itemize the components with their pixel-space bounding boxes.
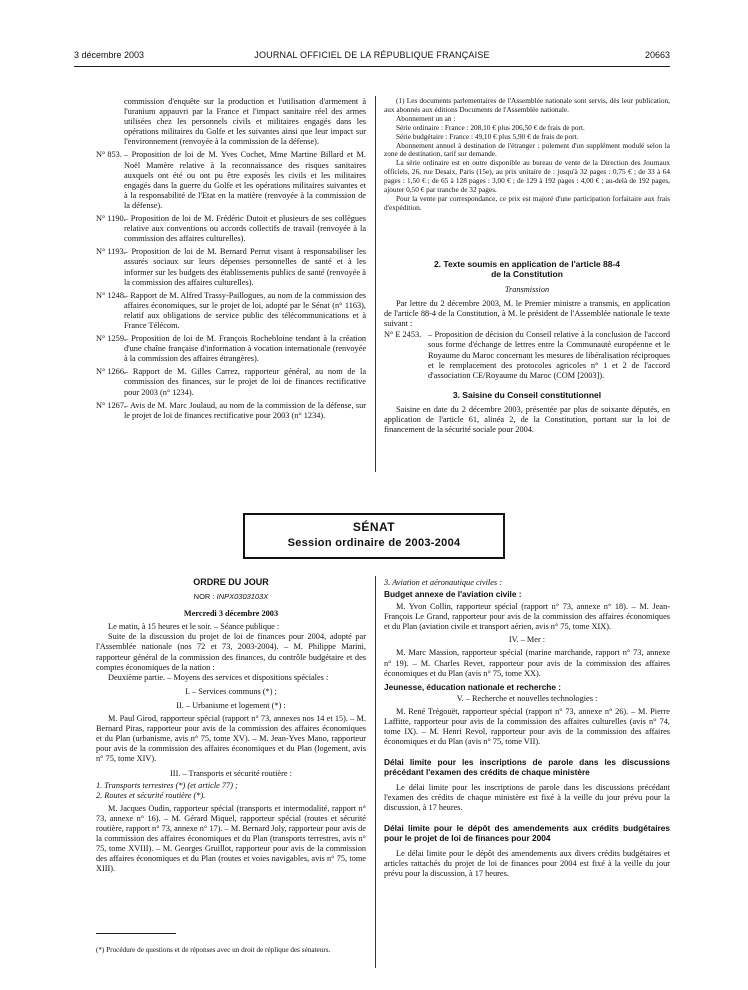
transmission-heading: Transmission: [504, 285, 550, 294]
list-item: [96, 150, 366, 211]
list-item: [96, 367, 366, 397]
column-divider-top: [375, 96, 376, 472]
entry-number: N° 1259.: [96, 334, 127, 344]
column-divider-bottom: [375, 576, 376, 968]
list-item: [96, 247, 366, 287]
entry-text: – Proposition de loi de M. François Rochebloine tendant à la création d'une chaîne française d'information à vocation internationale (renvoyée à la commission des affaires étrangères).: [124, 334, 366, 364]
speaking-deadline-text: Le délai limite pour les inscriptions de parole dans les discussions précédant l'examen des crédits de chaque ministère est fixé à la veille du jour prévu pour la discussion, à 17 heures.: [384, 783, 670, 813]
session-time: Le matin, à 15 heures et le soir. – Séance publique :: [108, 622, 280, 632]
item-iii-1: 1. Transports terrestres (*) (et article 77) ;: [96, 780, 238, 790]
agenda-heading: ORDRE DU JOUR: [193, 577, 269, 587]
section-88-4: [384, 259, 670, 435]
subscription-label: Abonnement un an :: [396, 113, 456, 123]
bottom-right-column: [384, 578, 670, 879]
mer-text: M. Marc Massion, rapporteur spécial (marine marchande, rapport n° 73, annexe n° 19). – M. Charles Revet, rapporteur pour avis de la commission des affaires économiques et du Plan (avis n° 75, tome XX).: [384, 648, 670, 678]
section-heading: 3. Saisine du Conseil constitutionnel: [452, 389, 602, 400]
item-iv: IV. – Mer :: [508, 635, 546, 645]
amendment-deadline-heading: Délai limite pour le dépôt des amendements aux crédits budgétaires pour le projet de loi de finances pour 2004: [384, 822, 670, 843]
budget-annex-heading: Budget annexe de l'aviation civile :: [384, 589, 522, 600]
entry-text: – Proposition de loi de M. Yves Cochet, Mme Martine Billard et M. Noël Mamère relative à la reconnaissance des risques sanitaires auxquels ont été ou ont pu être exposés les civils et les militaires engagés dans la guerre du Golfe et les opérations militaires suivantes et à la responsabilité de l'Etat en la matière (renvoyée à la commission de la défense).: [124, 150, 366, 210]
item-iii: III. – Transports et sécurité routière :: [170, 768, 292, 778]
nor-label: NOR :: [193, 592, 215, 602]
entry-number: N° 1267.: [96, 400, 127, 410]
entry-number: N° 1193.: [96, 247, 126, 257]
research-text: M. René Trégouët, rapporteur spécial (rapport n° 73, annexe n° 26). – M. Pierre Laffitte, rapporteur pour avis de la commission des affaires culturelles (avis n° 74, tome IX). – M. Henri Revol, rapporteur pour avis de la commission des affaires économiques et du Plan (avis n° 75, tome VII).: [384, 706, 670, 747]
sales-office-prices: La série ordinaire est en outre disponible au bureau de vente de la Direction des Journaux officiels, 26, rue Desaix, Paris (15e), au prix unitaire de : jusqu'à 32 pages : 0,75 € ; de 33 à 64 pages : 1,50 € ; de 65 à 128 pages : 3,00 € ; de 129 à 192 pages : 4,00 € ; au-delà de 192 pages, ajouter 0,50 € par tranche de 32 pages.: [384, 158, 670, 195]
footnote: (*) Procédure de questions et de réponses avec un droit de réplique des sénateurs.: [96, 946, 331, 955]
senat-banner: [243, 513, 505, 559]
top-right-column: [384, 97, 670, 213]
header-rule: [74, 66, 670, 67]
section-heading-line2: de la Constitution: [491, 269, 563, 279]
list-item: [96, 291, 366, 331]
entry-number: N° 853.: [96, 150, 122, 160]
entry-text: – Proposition de loi de M. Frédéric Dutoit et plusieurs de ses collègues relative aux conventions ou accords collectifs de travail (renvoyée à la commission des affaires culturelles).: [124, 214, 366, 244]
entry-number: N° 1190.: [96, 214, 126, 224]
list-item: [96, 401, 366, 421]
entry-continuation: commission d'enquête sur la production et l'utilisation d'armement à l'uranium appauvri par la France et l'impact sanitaire réel des armes utilisées chez les personnels civils et militaires engagés dans les opérations militaires du Golfe et les suivantes ainsi que leur impact sur l'environnement (renvoyée à la commission de la défense).: [124, 97, 366, 147]
section-heading: 2. Texte soumis en application de l'article 88-4: [433, 259, 621, 269]
header-date: 3 décembre 2003: [74, 50, 145, 60]
aviation-heading: 3. Aviation et aéronautique civiles :: [384, 578, 502, 587]
foreign-subscription: Abonnement annuel à destination de l'étranger : pulement d'un supplément modulé selon la zone de destination, tarif sur demande.: [384, 140, 670, 159]
running-header: [74, 50, 670, 64]
entry-text: – Avis de M. Marc Joulaud, au nom de la commission de la défense, sur le projet de loi de finances rectificative pour 2003 (n° 1234).: [124, 400, 366, 420]
series-budget-price: Série budgétaire : France : 49,10 € plus 5,90 € de frais de port.: [396, 131, 579, 141]
item-ii: II. – Urbanisme et logement (*) :: [176, 700, 286, 710]
list-item: [96, 214, 366, 244]
item-v: V. – Recherche et nouvelles technologies :: [456, 693, 598, 703]
nor-value: INPX0303103X: [216, 592, 269, 602]
top-left-column: [96, 97, 366, 424]
saisine-text: Saisine en date du 2 décembre 2003, présentée par plus de soixante députés, en application de l'article 61, alinéa 2, de la Constitution, portant sur la loi de financement de la sécurité sociale pour 2004.: [384, 404, 670, 435]
footnote-rule: [96, 933, 176, 934]
nor-reference: [96, 592, 366, 602]
entry-text: – Rapport de M. Alfred Trassy-Paillogues, au nom de la commission des affaires économiques, sur le projet de loi, adopté par le Sénat (n° 1163), relatif aux obligations de service public des télécommunications et à France Télécom.: [124, 290, 366, 330]
series-ordinary-price: Série ordinaire : France : 208,10 € plus 206,50 € de frais de port.: [396, 122, 585, 132]
item-iii-text: M. Jacques Oudin, rapporteur spécial (transports et intermodalité, rapport n° 73, annexe n° 16). – M. Gérard Miquel, rapporteur spécial (routes et sécurité routière, rapport n° 73, annexe n° 17). – M. Bernard Joly, rapporteur pour avis de la commission des affaires économiques et du Plan (transports terrestres, avis n° 75, tome XVIII). – M. Georges Gruillot, rapporteur pour avis de la commission des affaires économiques et du Plan (routes et voies navigables, avis n° 75, tome XIII).: [96, 803, 366, 874]
entry-number: N° 1266.: [96, 367, 127, 377]
entry-text: – Rapport de M. Gilles Carrez, rapporteur général, au nom de la commission des finances, sur le projet de loi de finances rectificative pour 2003 (n° 1234).: [124, 367, 366, 397]
journal-title: JOURNAL OFFICIEL DE LA RÉPUBLIQUE FRANÇAISE: [254, 50, 490, 60]
senat-title: SÉNAT: [352, 520, 396, 534]
finance-bill-text: Suite de la discussion du projet de loi de finances pour 2004, adopté par l'Assemblée nationale (nos 72 et 73, 2003-2004). – M. Philippe Marini, rapporteur général de la commission des finances, du contrôle budgétaire et des comptes économiques de la nation :: [96, 632, 366, 672]
item-ii-text: M. Paul Girod, rapporteur spécial (rapport n° 73, annexes nos 14 et 15). – M. Bernard Piras, rapporteur pour avis de la commission des affaires économiques et du Plan (urbanisme, avis n° 75, tome XV). – M. Jean-Yves Mano, rapporteur pour avis de la commission des affaires économiques et du Plan (logement, avis n° 75, tome XIV).: [96, 714, 366, 764]
second-part-heading: Deuxième partie. – Moyens des services et dispositions spéciales :: [108, 672, 329, 682]
aviation-text: M. Yvon Collin, rapporteur spécial (rapport n° 73, annexe n° 18). – M. Jean-François Le Grand, rapporteur pour avis de la commission des affaires économiques et du Plan (aviation civile et transport aérien, avis n° 75, tome XIX).: [384, 602, 670, 632]
entry-text: – Proposition de loi de M. Bernard Perrut visant à responsabiliser les assurés sociaux sur leurs dépenses personnelles de santé et à les informer sur les budgets des établissements publics de santé (renvoyée à la commission des affaires culturelles).: [124, 247, 366, 287]
item-i: I. – Services communs (*) ;: [185, 686, 277, 696]
entry-number: N° E 2453.: [384, 330, 422, 340]
mail-order-note: Pour la vente par correspondance, ce prix est majoré d'une participation forfaitaire aux frais d'expédition.: [384, 193, 670, 212]
list-item: [384, 330, 670, 380]
entry-number: N° 1248.: [96, 290, 127, 300]
entry-text: – Proposition de décision du Conseil relative à la conclusion de l'accord sous forme d'échange de lettres entre la Communauté européenne et le Royaume du Maroc concernant les mesures de libéralisation réciproques et le remplacement des protocoles agricoles n° 1 et 2 de l'accord d'association CE/Royaume du Maroc (COM [2003]).: [428, 330, 670, 380]
jeunesse-heading: Jeunesse, éducation nationale et recherche :: [384, 681, 562, 692]
subscription-note: (1) Les documents parlementaires de l'Assemblée nationale sont servis, dès leur publication, aux abonnés aux éditions Documents de l'Assemblée nationale.: [384, 96, 670, 114]
amendment-deadline-text: Le délai limite pour le dépôt des amendements aux divers crédits budgétaires et articles rattachés du projet de loi de finances pour 2004 est fixé à la veille du jour prévu pour la discussion, à 17 heures.: [384, 848, 670, 878]
item-iii-2: 2. Routes et sécurité routière (*).: [96, 790, 206, 800]
page-number: 20663: [644, 50, 670, 60]
session-title: Session ordinaire de 2003-2004: [287, 537, 461, 549]
transmission-text: Par lettre du 2 décembre 2003, M. le Premier ministre a transmis, en application de l'article 88-4 de la Constitution, à M. le président de l'Assemblée nationale le texte suivant :: [384, 299, 670, 329]
list-item: [96, 334, 366, 364]
bottom-left-column: [96, 577, 366, 874]
speaking-deadline-heading: Délai limite pour les inscriptions de parole dans les discussions précédant l'examen des crédits de chaque ministère: [384, 757, 670, 778]
session-date: Mercredi 3 décembre 2003: [183, 609, 279, 619]
